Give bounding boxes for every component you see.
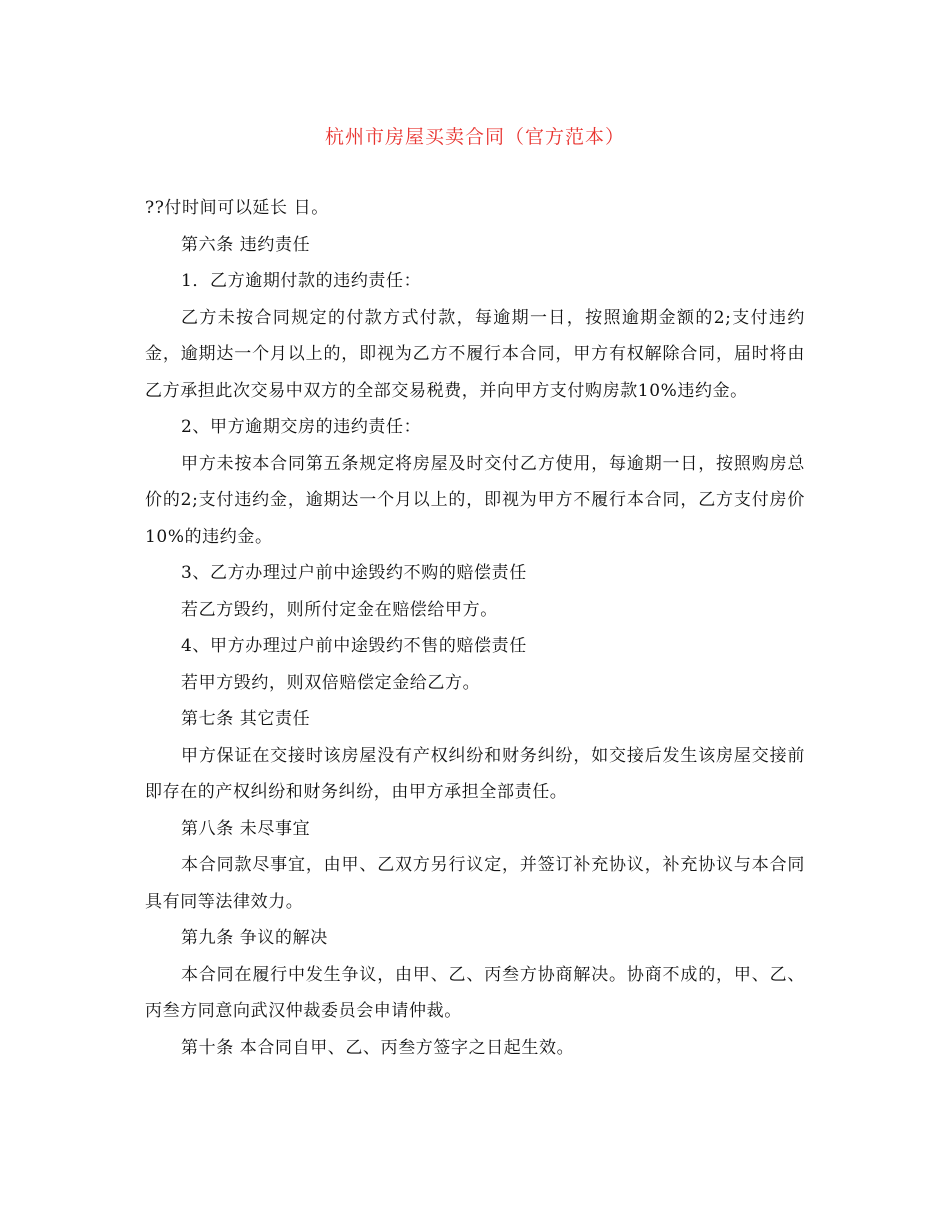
paragraph: 1．乙方逾期付款的违约责任： (181, 271, 422, 291)
paragraph: 第六条 违约责任 (181, 234, 311, 255)
paragraph: 3、乙方办理过户前中途毁约不购的赔偿责任 (181, 563, 527, 583)
paragraph: 第八条 未尽事宜 (181, 818, 311, 839)
paragraph: 2、甲方逾期交房的违约责任： (181, 417, 422, 437)
paragraph: 若乙方毁约，则所付定金在赔偿给甲方。 (181, 599, 498, 620)
document-body (145, 190, 805, 1066)
paragraph: 本合同款尽事宜，由甲、乙双方另行议定，并签订补充协议，补充协议与本合同具有同等法律效力。 (145, 855, 805, 912)
paragraph: 若甲方毁约，则双倍赔偿定金给乙方。 (181, 672, 481, 693)
paragraph: 第十条 本合同自甲、乙、丙叁方签字之日起生效。 (181, 1037, 575, 1058)
document-title: 杭州市房屋买卖合同（官方范本） (324, 126, 625, 148)
paragraph: 乙方未按合同规定的付款方式付款，每逾期一日，按照逾期金额的2;支付违约金，逾期达一个月以上的，即视为乙方不履行本合同，甲方有权解除合同，届时将由乙方承担此次交易中双方的全部交易税费，并向甲方支付购房款10%违约金。 (145, 307, 805, 401)
paragraph: 甲方未按本合同第五条规定将房屋及时交付乙方使用，每逾期一日，按照购房总价的2;支付违约金，逾期达一个月以上的，即视为甲方不履行本合同，乙方支付房价10%的违约金。 (145, 453, 805, 547)
paragraph: ??付时间可以延长 日。 (145, 198, 329, 218)
paragraph: 4、甲方办理过户前中途毁约不售的赔偿责任 (181, 636, 527, 656)
paragraph: 甲方保证在交接时该房屋没有产权纠纷和财务纠纷，如交接后发生该房屋交接前即存在的产权纠纷和财务纠纷，由甲方承担全部责任。 (145, 745, 805, 802)
paragraph: 第七条 其它责任 (181, 709, 311, 729)
paragraph: 本合同在履行中发生争议，由甲、乙、丙叁方协商解决。协商不成的，甲、乙、丙叁方同意向武汉仲裁委员会申请仲裁。 (145, 964, 805, 1021)
paragraph: 第九条 争议的解决 (181, 928, 328, 948)
